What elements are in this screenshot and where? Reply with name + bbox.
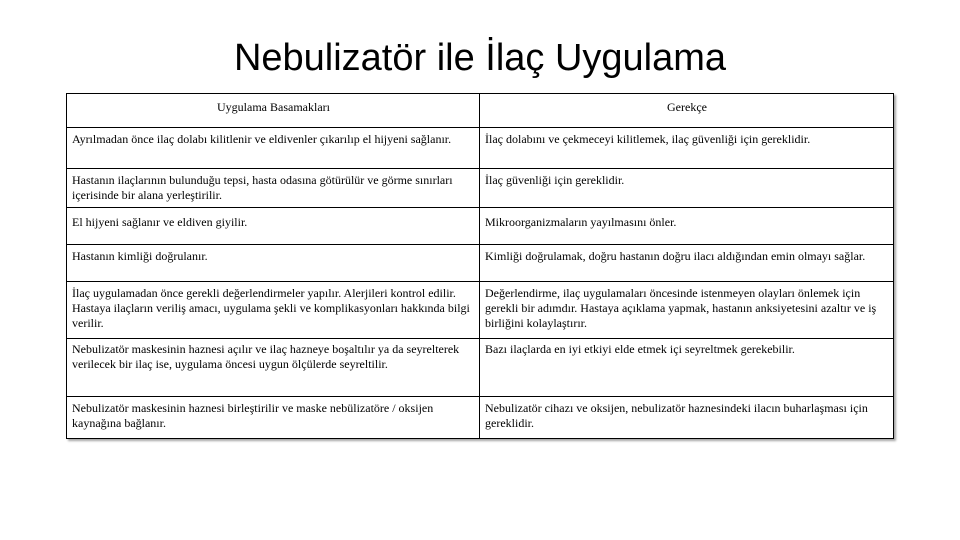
- step-cell: İlaç uygulamadan önce gerekli değerlendirmeler yapılır. Alerjileri kontrol edilir. Hastaya ilaçların veriliş amacı, uygulama şekli ve komplikasyonları hakkında bilgi verilir.: [67, 282, 480, 339]
- header-rationale: Gerekçe: [480, 94, 894, 128]
- table-row: [67, 208, 894, 245]
- table-row: [67, 128, 894, 169]
- table-row: [67, 282, 894, 339]
- rationale-cell: Kimliği doğrulamak, doğru hastanın doğru ilacı aldığından emin olmayı sağlar.: [480, 245, 894, 282]
- table-row: [67, 169, 894, 208]
- step-cell: Nebulizatör maskesinin haznesi birleştirilir ve maske nebülizatöre / oksijen kaynağına bağlanır.: [67, 397, 480, 439]
- rationale-cell: İlaç dolabını ve çekmeceyi kilitlemek, ilaç güvenliği için gereklidir.: [480, 128, 894, 169]
- procedure-table-container: [66, 93, 893, 439]
- table-row: [67, 245, 894, 282]
- step-cell: Hastanın ilaçlarının bulunduğu tepsi, hasta odasına götürülür ve görme sınırları içerisinde bir alana yerleştirilir.: [67, 169, 480, 208]
- table-row: [67, 339, 894, 397]
- step-cell: El hijyeni sağlanır ve eldiven giyilir.: [67, 208, 480, 245]
- rationale-cell: İlaç güvenliği için gereklidir.: [480, 169, 894, 208]
- step-cell: Ayrılmadan önce ilaç dolabı kilitlenir ve eldivenler çıkarılıp el hijyeni sağlanır.: [67, 128, 480, 169]
- rationale-cell: Değerlendirme, ilaç uygulamaları öncesinde istenmeyen olayları önlemek için gerekli bir adımdır. Hastaya açıklama yapmak, hastanın anksiyetesini azaltır ve iş birliğini kolaylaştırır.: [480, 282, 894, 339]
- procedure-table: [66, 93, 894, 439]
- slide-title: Nebulizatör ile İlaç Uygulama: [233, 37, 727, 79]
- rationale-cell: Mikroorganizmaların yayılmasını önler.: [480, 208, 894, 245]
- rationale-cell: Nebulizatör cihazı ve oksijen, nebulizatör haznesindeki ilacın buharlaşması için gereklidir.: [480, 397, 894, 439]
- rationale-cell: Bazı ilaçlarda en iyi etkiyi elde etmek içi seyreltmek gerekebilir.: [480, 339, 894, 397]
- table-row: [67, 397, 894, 439]
- step-cell: Nebulizatör maskesinin haznesi açılır ve ilaç hazneye boşaltılır ya da seyrelterek verilecek bir ilaç ise, uygulama öncesi uygun ölçülerde seyreltilir.: [67, 339, 480, 397]
- table-header-row: [67, 94, 894, 128]
- header-steps: Uygulama Basamakları: [67, 94, 480, 128]
- step-cell: Hastanın kimliği doğrulanır.: [67, 245, 480, 282]
